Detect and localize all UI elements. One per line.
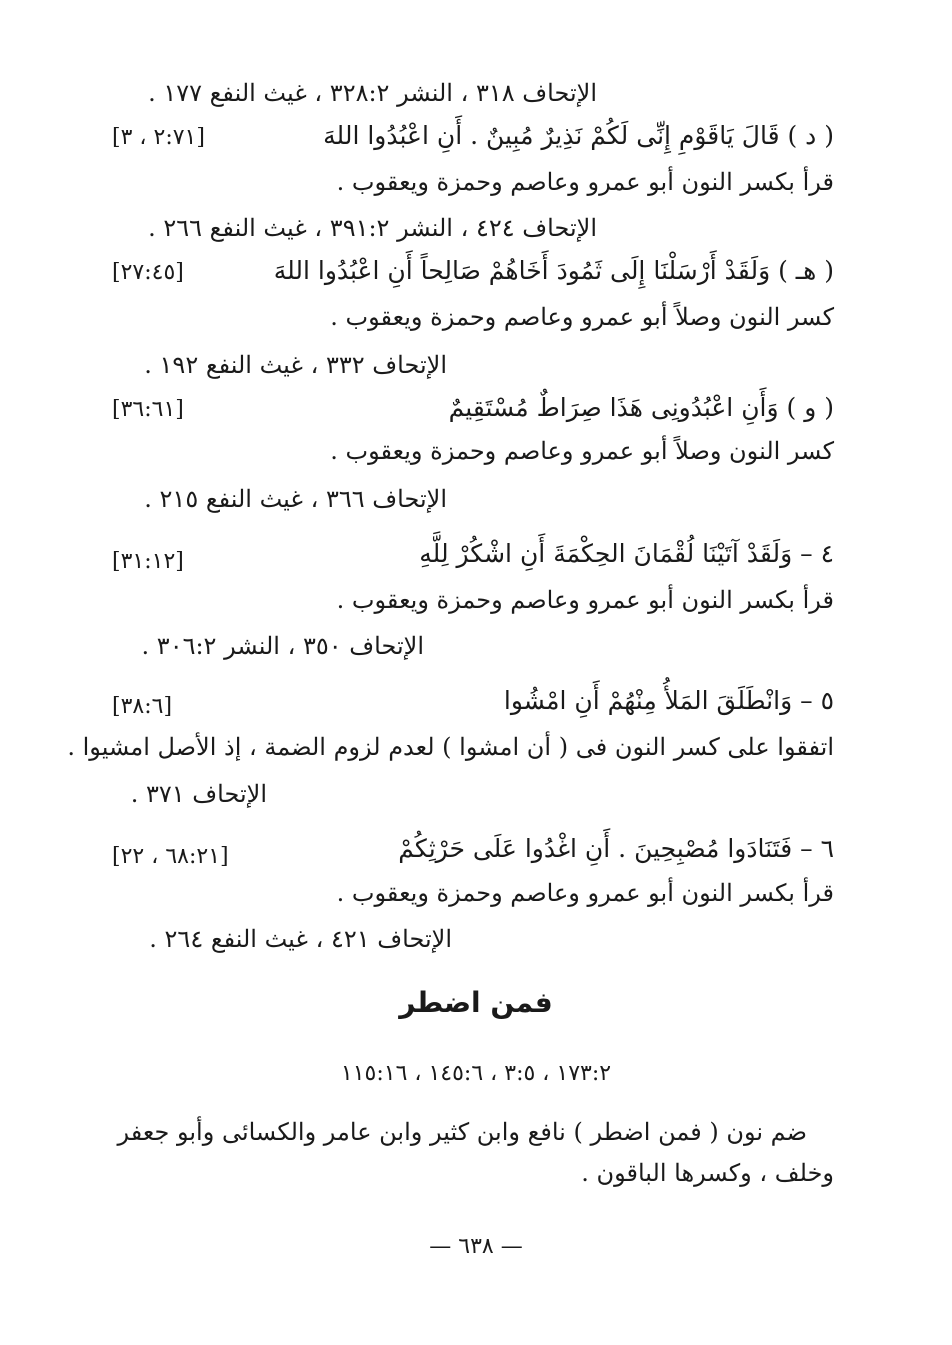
section-paragraph-line: وخلف ، وكسرها الباقون . [581,1159,834,1187]
reading-note-h: كسر النون وصلاً أبو عمرو وعاصم وحمزة ويعقوب . [330,303,834,331]
reading-note-4: قرأ بكسر النون أبو عمرو وعاصم وحمزة ويعقوب . [336,586,834,614]
sources-line: الإتحاف ٣٧١ . [130,780,267,808]
verse-ref-h: [٢٧:٤٥] [112,260,184,285]
reading-note-w: كسر النون وصلاً أبو عمرو وعاصم وحمزة ويعقوب . [330,437,834,465]
section-verse-refs: ١٧٣:٢ ، ٣:٥ ، ١٤٥:٦ ، ١١٥:١٦ [340,1061,612,1086]
verse-ref-w: [٣٦:٦١] [112,397,184,422]
verse-h: ( هـ ) وَلَقَدْ أَرْسَلْنَا إِلَى ثَمُودَ أَخَاهُمْ صَالِحاً أَنِ اعْبُدُوا اللهَ [273,256,834,285]
sources-line: الإتحاف ٤٢١ ، غيث النفع ٢٦٤ . [149,925,452,953]
verse-6: ٦ – فَتَنَادَوا مُصْبِحِينَ . أَنِ اغْدُوا عَلَى حَرْثِكُمْ [398,834,834,863]
verse-ref-5: [٣٨:٦] [112,694,173,719]
reading-note-d: قرأ بكسر النون أبو عمرو وعاصم وحمزة ويعقوب . [336,168,834,196]
sources-line: الإتحاف ٣٥٠ ، النشر ٣٠٦:٢ . [141,632,424,660]
reading-note-5: اتفقوا على كسر النون فى ( أن امشوا ) لعدم لزوم الضمة ، إذ الأصل امشيوا . [67,733,834,761]
verse-5: ٥ – وَانْطَلَقَ المَلأُ مِنْهُمْ أَنِ امْشُوا [503,686,834,715]
verse-ref-6: [٦٨:٢١ ، ٢٢] [112,844,229,869]
sources-line: الإتحاف ٣١٨ ، النشر ٣٢٨:٢ ، غيث النفع ١٧٧ . [148,79,597,107]
verse-w: ( و ) وَأَنِ اعْبُدُونِى هَذَا صِرَاطٌ مُسْتَقِيمٌ [448,393,834,422]
sources-line: الإتحاف ٣٣٢ ، غيث النفع ١٩٢ . [144,351,447,379]
page-number: — ٦٣٨ — [429,1234,523,1259]
section-title: فمن اضطر [399,986,553,1019]
verse-ref-4: [٣١:١٢] [112,549,184,574]
verse-4: ٤ – وَلَقَدْ آتَيْنَا لُقْمَانَ الحِكْمَةَ أَنِ اشْكُرْ لِلَّهِ [419,539,834,568]
verse-d: ( د ) قَالَ يَاقَوْمِ إِنِّى لَكُمْ نَذِيرٌ مُبِينٌ . أَنِ اعْبُدُوا اللهَ [323,121,834,150]
sources-line: الإتحاف ٣٦٦ ، غيث النفع ٢١٥ . [144,485,447,513]
verse-ref-d: [٢:٧١ ، ٣] [112,125,205,150]
reading-note-6: قرأ بكسر النون أبو عمرو وعاصم وحمزة ويعقوب . [336,879,834,907]
sources-line: الإتحاف ٤٢٤ ، النشر ٣٩١:٢ ، غيث النفع ٢٦٦ . [148,214,597,242]
section-paragraph-line: ضم نون ( فمن اضطر ) نافع وابن كثير وابن عامر والكسائى وأبو جعفر [117,1118,807,1146]
